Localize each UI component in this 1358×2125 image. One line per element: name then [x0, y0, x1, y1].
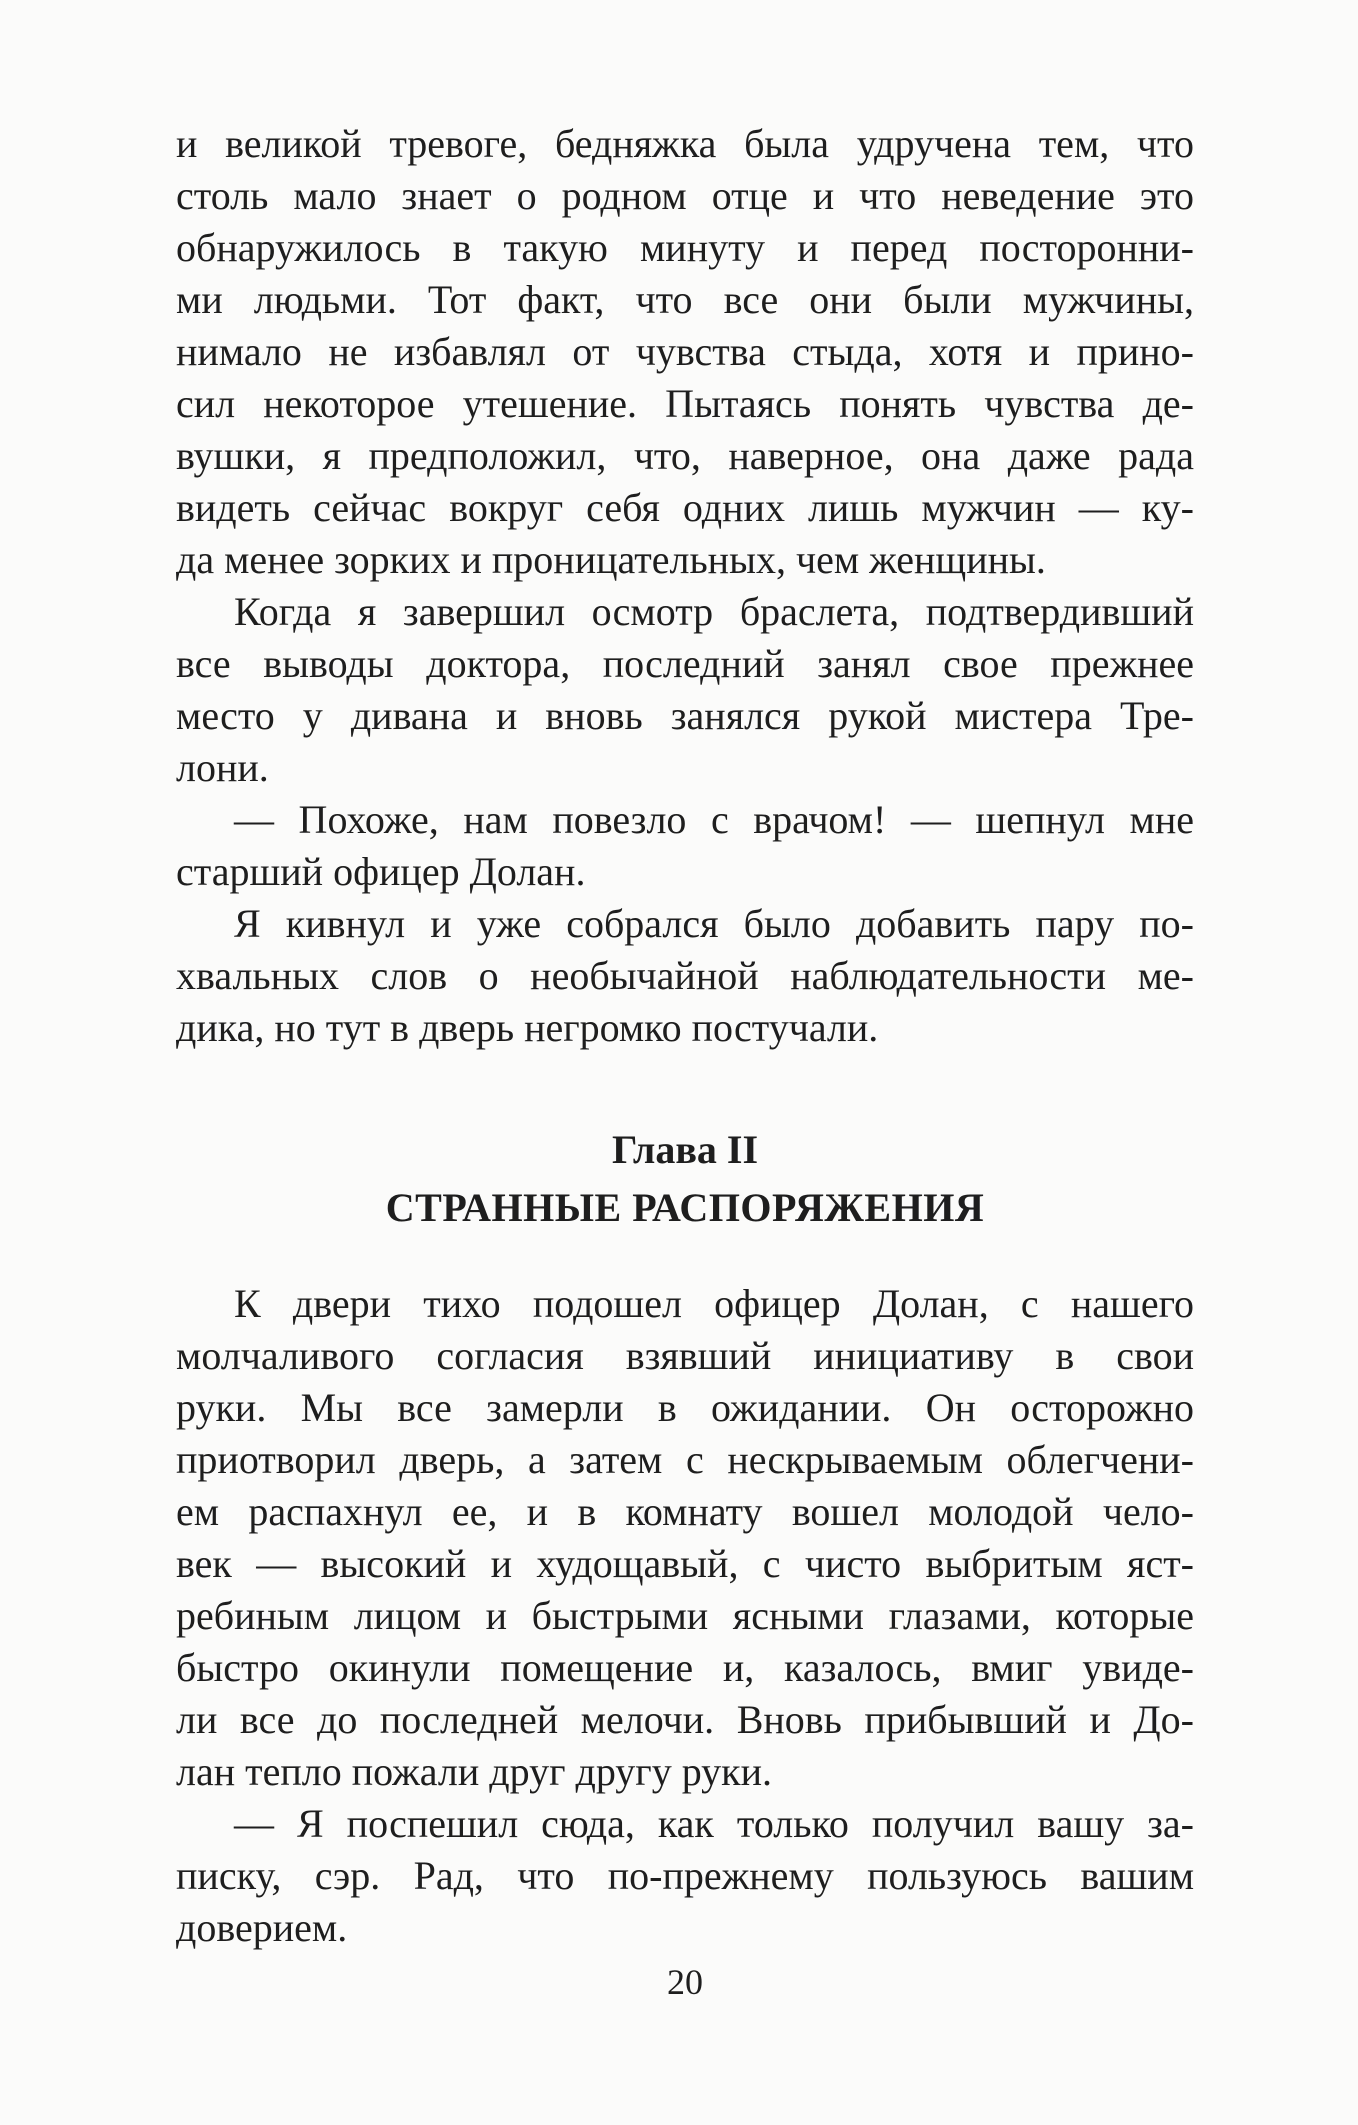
text-line: видеть сейчас вокруг себя одних лишь мужчин — ку-: [176, 485, 1194, 530]
text-line: молчаливого согласия взявший инициативу в свои: [176, 1333, 1194, 1378]
text-line: век — высокий и худощавый, с чисто выбритым яст-: [176, 1541, 1194, 1586]
text-line: место у дивана и вновь занялся рукой мистера Тре-: [176, 693, 1194, 738]
text-line: нимало не избавлял от чувства стыда, хотя и прино-: [176, 329, 1194, 374]
text-line: Когда я завершил осмотр браслета, подтвердивший: [234, 589, 1194, 634]
text-line: и великой тревоге, бедняжка была удручена тем, что: [176, 121, 1194, 166]
text-line: — Я поспешил сюда, как только получил вашу за-: [234, 1801, 1194, 1846]
text-block-bottom: [176, 1278, 1194, 1954]
text-line: быстро окинули помещение и, казалось, вмиг увиде-: [176, 1645, 1194, 1690]
text-line: столь мало знает о родном отце и что неведение это: [176, 173, 1194, 218]
page-number: 20: [667, 1962, 703, 2002]
text-line: лони.: [176, 745, 269, 790]
text-line: вушки, я предположил, что, наверное, она даже рада: [176, 433, 1194, 478]
chapter-title: СТРАННЫЕ РАСПОРЯЖЕНИЯ: [385, 1185, 985, 1230]
text-line: ли все до последней мелочи. Вновь прибывший и До-: [176, 1697, 1194, 1742]
text-line: да менее зорких и проницательных, чем женщины.: [176, 537, 1046, 582]
text-line: старший офицер Долан.: [176, 849, 586, 894]
text-block-top: [176, 118, 1194, 1054]
text-line: Я кивнул и уже собрался было добавить пару по-: [234, 901, 1194, 946]
text-line: — Похоже, нам повезло с врачом! — шепнул мне: [234, 797, 1194, 842]
text-line: ем распахнул ее, и в комнату вошел молодой чело-: [176, 1489, 1194, 1534]
text-line: сил некоторое утешение. Пытаясь понять чувства де-: [176, 381, 1194, 426]
text-line: все выводы доктора, последний занял свое прежнее: [176, 641, 1194, 686]
text-line: руки. Мы все замерли в ожидании. Он осторожно: [176, 1385, 1194, 1430]
text-line: писку, сэр. Рад, что по-прежнему пользуюсь вашим: [176, 1853, 1194, 1898]
text-line: обнаружилось в такую минуту и перед посторонни-: [176, 225, 1194, 270]
text-line: ми людьми. Тот факт, что все они были мужчины,: [176, 277, 1194, 322]
text-line: К двери тихо подошел офицер Долан, с нашего: [234, 1281, 1194, 1326]
text-line: приотворил дверь, а затем с нескрываемым облегчени-: [176, 1437, 1194, 1482]
chapter-number: Глава II: [611, 1127, 759, 1172]
text-line: хвальных слов о необычайной наблюдательности ме-: [176, 953, 1194, 998]
text-line: дика, но тут в дверь негромко постучали.: [176, 1005, 879, 1050]
text-line: лан тепло пожали друг другу руки.: [176, 1749, 773, 1794]
text-line: ребиным лицом и быстрыми ясными глазами, которые: [176, 1593, 1194, 1638]
text-line: доверием.: [176, 1905, 348, 1950]
